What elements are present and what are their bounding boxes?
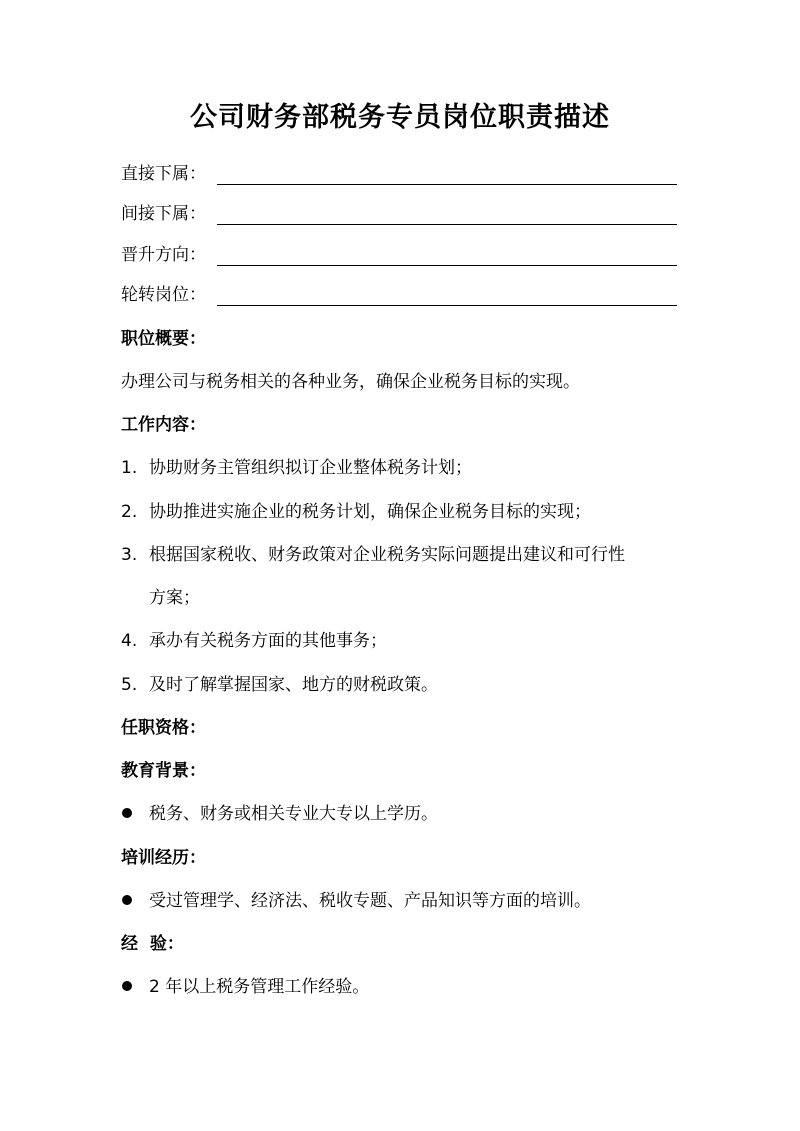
item-number: 5. xyxy=(121,675,138,695)
item-number: 2. xyxy=(121,502,138,522)
item-text: 根据国家税收、财务政策对企业税务实际问题提出建议和可行性 xyxy=(149,545,625,565)
list-item xyxy=(121,628,387,654)
bullet-dot-icon xyxy=(122,895,132,905)
item-number: 4. xyxy=(121,631,138,651)
blank-line xyxy=(217,224,677,225)
list-item xyxy=(121,672,438,698)
bullet-dot-icon xyxy=(122,808,132,818)
page-title: 公司财务部税务专员岗位职责描述 xyxy=(190,102,610,133)
education-heading: 教育背景： xyxy=(121,761,206,781)
experience-heading: 经 验： xyxy=(121,934,184,954)
qualifications-heading: 任职资格： xyxy=(121,718,206,738)
bullet-text: 受过管理学、经济法、税收专题、产品知识等方面的培训。 xyxy=(149,891,591,911)
item-text: 协助推进实施企业的税务计划，确保企业税务目标的实现； xyxy=(149,502,591,522)
blank-line xyxy=(217,305,677,306)
list-item xyxy=(121,455,472,481)
field-label: 间接下属： xyxy=(121,204,206,224)
field-label: 晋升方向： xyxy=(121,245,206,265)
item-number: 1. xyxy=(121,458,138,478)
bullet-text: 2 年以上税务管理工作经验。 xyxy=(149,977,370,997)
work-heading: 工作内容： xyxy=(121,415,206,435)
field-label: 直接下属： xyxy=(121,164,206,184)
overview-text: 办理公司与税务相关的各种业务，确保企业税务目标的实现。 xyxy=(121,372,580,392)
item-number: 3. xyxy=(121,545,138,565)
training-heading: 培训经历： xyxy=(121,848,206,868)
overview-heading: 职位概要： xyxy=(121,329,206,349)
blank-line xyxy=(217,184,677,185)
bullet-item xyxy=(121,801,438,827)
bullet-item xyxy=(121,974,369,1000)
item-continuation: 方案； xyxy=(149,588,200,608)
bullet-dot-icon xyxy=(122,981,132,991)
bullet-text: 税务、财务或相关专业大专以上学历。 xyxy=(149,804,438,824)
item-text: 协助财务主管组织拟订企业整体税务计划； xyxy=(149,458,472,478)
list-item xyxy=(121,499,591,525)
item-text: 承办有关税务方面的其他事务； xyxy=(149,631,387,651)
field-label: 轮转岗位： xyxy=(121,285,206,305)
blank-line xyxy=(217,265,677,266)
list-item xyxy=(121,542,625,568)
item-text: 及时了解掌握国家、地方的财税政策。 xyxy=(149,675,438,695)
bullet-item xyxy=(121,888,591,914)
